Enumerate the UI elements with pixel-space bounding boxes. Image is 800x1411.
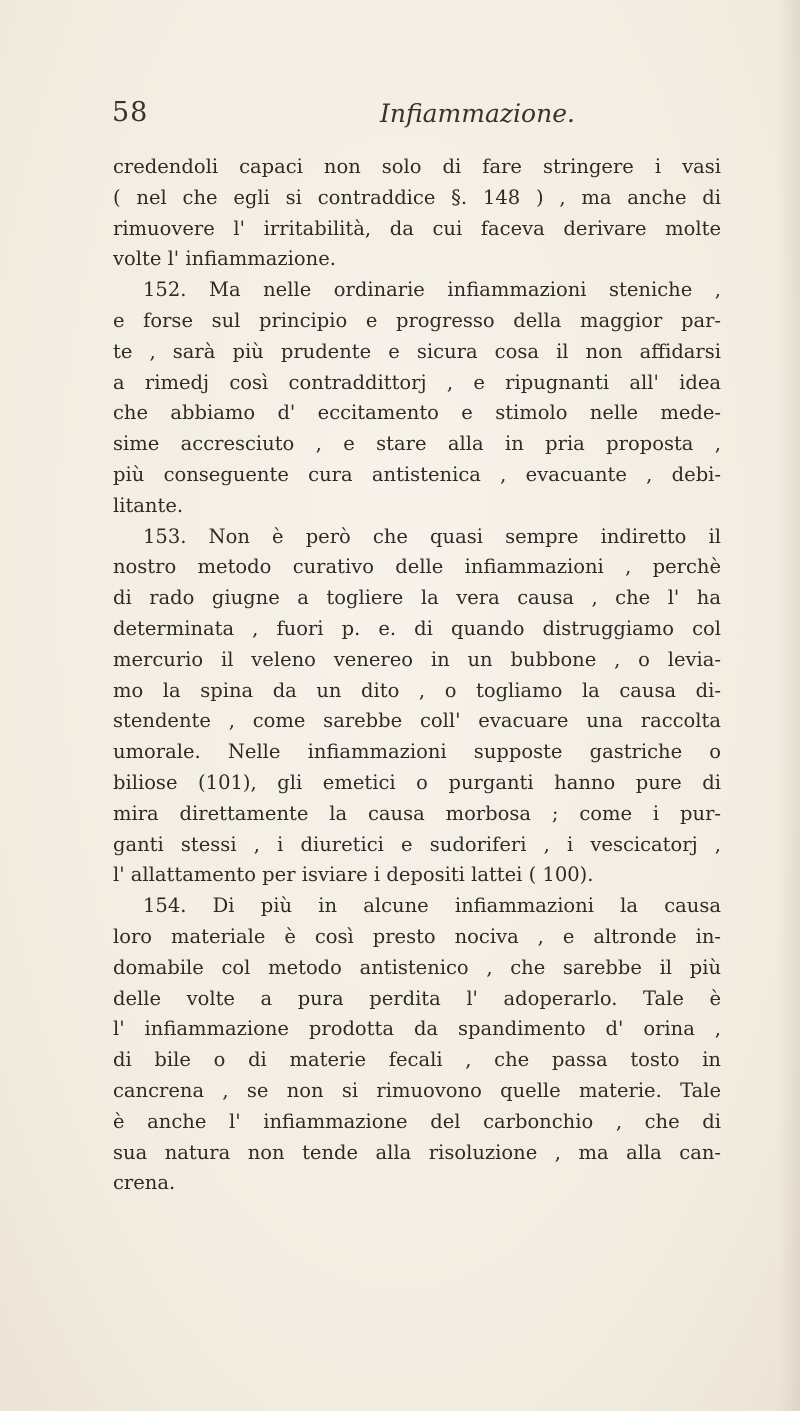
text-line: e forse sul principio e progresso della maggior par-	[113, 308, 721, 332]
text-line: credendoli capaci non solo di fare stringere i vasi	[113, 155, 721, 178]
text-line: crena.	[113, 1171, 176, 1195]
text-line: di rado giugne a togliere la vera causa , che l' ha	[113, 586, 721, 610]
text-line: cancrena , se non si rimuovono quelle materie. Tale	[113, 1078, 721, 1102]
text-line: rimuovere l' irritabilità, da cui faceva derivare molte	[113, 216, 721, 240]
text-line: biliose (101), gli emetici o purganti hanno pure di	[113, 770, 721, 794]
text-line: domabile col metodo antistenico , che sarebbe il più	[113, 955, 721, 979]
text-line: sua natura non tende alla risoluzione , ma alla can-	[113, 1140, 721, 1164]
text-line: è anche l' infiammazione del carbonchio , che di	[113, 1109, 721, 1133]
body-text	[113, 152, 721, 1199]
text-line: mira direttamente la causa morbosa ; come i pur-	[113, 801, 721, 825]
text-line: loro materiale è così presto nociva , e altronde in-	[113, 924, 721, 948]
paragraph-start-line: 153. Non è però che quasi sempre indiretto il	[143, 524, 721, 548]
page-number: 58	[112, 97, 149, 128]
text-line: l' infiammazione prodotta da spandimento d' orina ,	[113, 1017, 721, 1041]
paragraph-start-line: 154. Di più in alcune infiammazioni la causa	[143, 894, 721, 918]
text-line: più conseguente cura antistenica , evacuante , debi-	[113, 462, 721, 486]
text-line: delle volte a pura perdita l' adoperarlo. Tale è	[113, 986, 721, 1010]
text-line: mercurio il veleno venereo in un bubbone , o levia-	[113, 647, 721, 671]
text-line: umorale. Nelle infiammazioni supposte gastriche o	[113, 740, 721, 764]
page-edge-shadow	[778, 0, 800, 1411]
text-line: ganti stessi , i diuretici e sudoriferi , i vescicatorj ,	[113, 832, 721, 856]
text-line: determinata , fuori p. e. di quando distruggiamo col	[113, 616, 721, 640]
text-line: litante.	[113, 493, 184, 517]
text-line: nostro metodo curativo delle infiammazioni , perchè	[113, 555, 721, 579]
page-header	[112, 97, 732, 137]
text-line: volte l' infiammazione.	[113, 247, 336, 271]
text-line: te , sarà più prudente e sicura cosa il non affidarsi	[113, 339, 721, 363]
paragraph-start-line: 152. Ma nelle ordinarie infiammazioni steniche ,	[143, 278, 721, 302]
text-line: mo la spina da un dito , o togliamo la causa di-	[113, 678, 721, 702]
text-line: ( nel che egli si contraddice §. 148 ) , ma anche di	[113, 185, 721, 209]
text-line: l' allattamento per isviare i depositi lattei ( 100).	[113, 863, 594, 887]
text-line: di bile o di materie fecali , che passa tosto in	[113, 1048, 721, 1072]
text-line: sime accresciuto , e stare alla in pria proposta ,	[113, 432, 721, 456]
text-line: che abbiamo d' eccitamento e stimolo nelle mede-	[113, 401, 721, 425]
text-line: stendente , come sarebbe coll' evacuare una raccolta	[113, 709, 721, 733]
running-title: Infiammazione.	[380, 99, 575, 128]
text-line: a rimedj così contraddittorj , e ripugnanti all' idea	[113, 370, 721, 394]
